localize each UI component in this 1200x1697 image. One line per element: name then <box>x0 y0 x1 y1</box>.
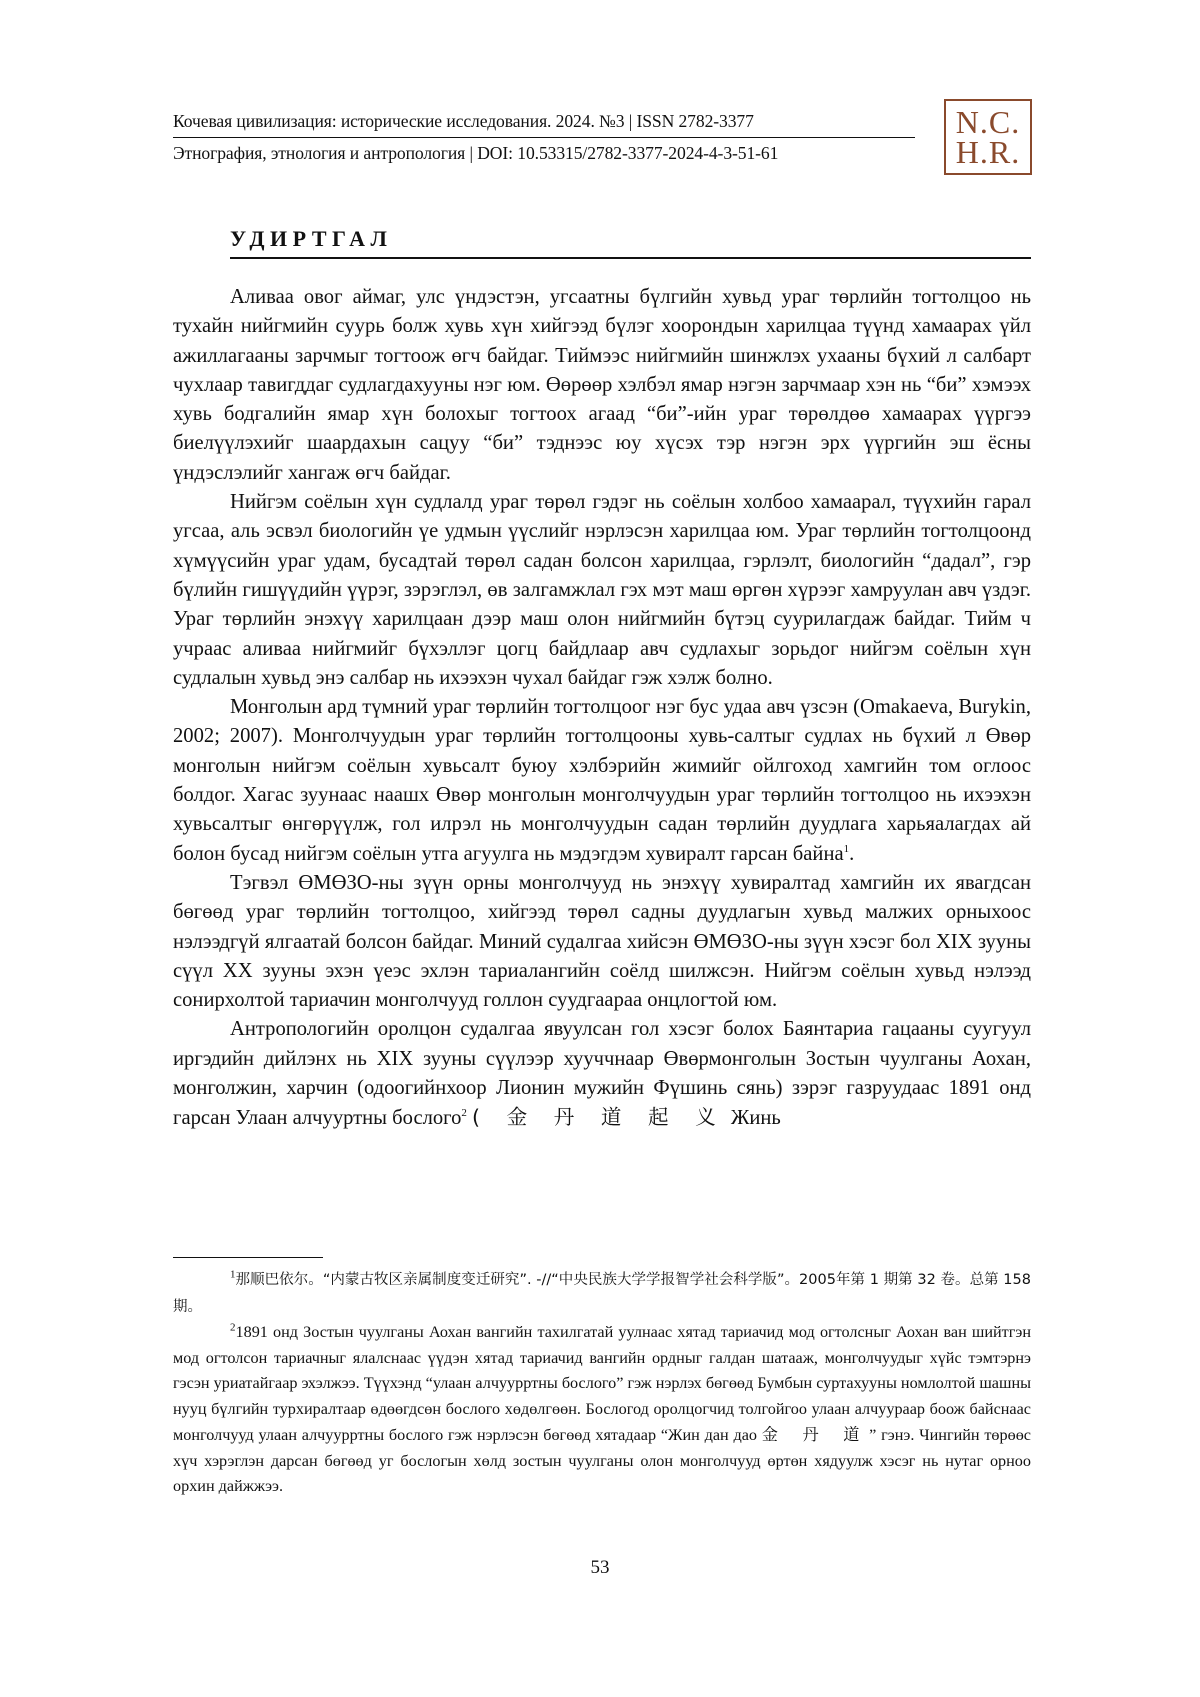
footnote-separator <box>173 1257 323 1258</box>
article-body <box>173 283 1031 1134</box>
logo-line-1: N.C. <box>955 104 1021 140</box>
footnote-2 <box>173 1320 1031 1500</box>
footnote-ref-1[interactable]: 1 <box>843 842 850 855</box>
footnote-1 <box>173 1267 1031 1320</box>
footnote-2-rest: ” гэнэ. Чингийн төрөөс хүч хэрэглэн дарсан бөгөөд уг бослогын хөлд зостын чуулганы олон монголчууд өртөн хядуулж хэсэг нь нутаг орноо орхин дайжжээ. <box>173 1426 1031 1495</box>
footnote-2-text: 1891 онд Зостын чуулганы Аохан вангийн тахилгатай уулнаас хятад тариачид мод огтолсныг Аохан ван шийтгэн мод огтолсон тариачныг ялалснаас үүдэн хятад тариачид вангийн ордныг галдан шатааж, монголчуудыг хүйс тэмтэрнэ гэсэн уриатайгаар эхэлжээ. Түүхэнд “улаан алчуурртны бослого” гэж нэрлэх бөгөөд Бумбын суртахууны номлолтой шашны нууц бүлгийн турхиралтаар өдөөгдсөн бослого хөдөлгөөн. Бослогод оролцогчид толгойгоо улаан алчуураар боож байснаас монголчууд улаан алчуурртны бослого гэж нэрлэсэн бөгөөд хятадаар “Жин дан дао <box>173 1323 1031 1444</box>
paragraph-3-end: . <box>849 842 855 865</box>
paragraph-4: Тэгвэл ӨМӨЗО-ны зүүн орны монголчууд нь энэхүү хувиралтад хамгийн их явагдсан бөгөөд ураг төрлийн тогтолцоо, хийгээд төрөл садны дуудлагын хувьд малжих орныхоос нэлээдгүй ялгаатай болсон байдаг. Миний судалгаа хийсэн ӨМӨЗО-ны зүүн хэсэг бол XIX зууны сүүл XX зууны эхэн үеэс эхлэн тариалангийн соёлд шилжсэн. Нийгэм соёлын хувьд нэлээд сонирхолтой тариачин монголчууд голлон суудгаараа онцлогтой юм. <box>173 871 1031 1012</box>
footnote-ref-2[interactable]: 2 <box>461 1107 467 1120</box>
paragraph-3 <box>173 693 1031 869</box>
section-doi-line: Этнография, этнология и антропология | DOI: 10.53315/2782-3377-2024-4-3-51-61 <box>173 143 779 163</box>
footnote-2-chinese: 金 丹 道 <box>761 1425 870 1444</box>
chinese-term: ( 金 丹 道 起 义 <box>472 1105 726 1130</box>
running-header <box>173 108 918 166</box>
logo-line-2: H.R. <box>955 134 1021 170</box>
journal-title-line: Кочевая цивилизация: исторические исследования. 2024. №3 | ISSN 2782-3377 <box>173 111 754 131</box>
paragraph-3-text: Монголын ард түмний ураг төрлийн тогтолцоог нэг бус удаа авч үзсэн (Omakaeva, Burykin, 2002; 2007). Монголчуудын ураг төрлийн тогтолцооны хувь-салтыг судлах нь бүхий л Өвөр монголын нийгэм соёлын хувьсалт буюу хэлбэрийн жимийг ойлгоход хамгийн том оглоос болдог. Хагас зуунаас наашх Өвөр монголын монголчуудын ураг төрлийн тогтолцоо нь ихээхэн хувьсалтыг өнгөрүүлж, гол илрэл нь монголчуудын садан төрлийн дуудлага харьяалагдах ай болон бусад нийгэм соёлын утга агуулга нь мэдэгдэм хувиралт гарсан байна <box>173 696 1031 865</box>
footnote-1-number: 1 <box>230 1268 236 1281</box>
section-heading: УДИРТГАЛ <box>230 226 393 251</box>
footnote-2-number: 2 <box>230 1321 236 1334</box>
footnote-1-text: 那顺巴依尔。“内蒙古牧区亲属制度变迁研究”. -//“中央民族大学学报智学社会科学版”。2005年第 1 期第 32 卷。总第 158 期。 <box>173 1272 1031 1315</box>
header-rule <box>173 137 915 138</box>
paragraph-5-text: Антропологийн оролцон судалгаа явуулсан гол хэсэг болох Баянтариа гацааны суугуул иргэдийн дийлэнх нь XIX зууны сүүлээр хууччнаар Өвөрмонголын Зостын чуулганы Аохан, монголжин, харчин (одоогийнхоор Лионин мужийн Фүшинь сянь) зэрэг газруудаас 1891 онд гарсан Улаан алчууртны бослого <box>173 1018 1031 1130</box>
paragraph-5 <box>173 1015 1031 1133</box>
paragraph-2: Нийгэм соёлын хүн судлалд ураг төрөл гэдэг нь соёлын холбоо хамаарал, түүхийн гарал угсаа, аль эсвэл биологийн үе удмын үүслийг нэрлэсэн харилцаа юм. Ураг төрлийн тогтолцоонд хүмүүсийн ураг удам, бусадтай төрөл садан болсон харилцаа, гэрлэлт, биологийн “дадал”, гэр бүлийн гишүүдийн үүрэг, зэрэглэл, өв залгамжлал гэх мэт маш өргөн хүрээг хамруулан авч үздэг. Ураг төрлийн энэхүү харилцаан дээр маш олон нийгмийн бүтэц суурилагдаж байдаг. Тийм ч учраас аливаа нийгмийг бүхэллэг цогц байдлаар авч судлахыг зорьдог нийгэм соёлын хүн судлалын хувьд энэ салбар нь ихээхэн чухал байдаг гэж хэлж болно. <box>173 491 1031 689</box>
paragraph-1: Аливаа овог аймаг, улс үндэстэн, угсаатны бүлгийн хувьд ураг төрлийн тогтолцоо нь тухайн нийгмийн суурь болж хувь хүн хийгээд бүлэг хоорондын харилцаа түүнд хамаарах үйл ажиллагааны зарчмыг тогтоож өгч байдаг. Тиймээс нийгмийн шинжлэх ухааны бүхий л салбарт чухлаар тавигддаг судлагдахууны нэг юм. Өөрөөр хэлбэл ямар нэгэн зарчмаар хэн нь “би” хэмээх хувь бодгалийн ямар хүн болохыг тогтоох агаад “би”-ийн ураг төрөлдөө хамаарах үүргээ биелүүлэхийг шаардахын сацуу “би” тэднээс юу хүсэх тэр нэгэн эрх үүргийн эш ёсны үндэслэлийг хангаж өгч байдаг. <box>173 286 1031 484</box>
section-heading-rule <box>230 257 1031 259</box>
page-number: 53 <box>590 1557 610 1578</box>
paragraph-5-end: Жинь <box>725 1107 781 1130</box>
journal-logo <box>944 99 1032 175</box>
footnotes <box>173 1267 1031 1500</box>
